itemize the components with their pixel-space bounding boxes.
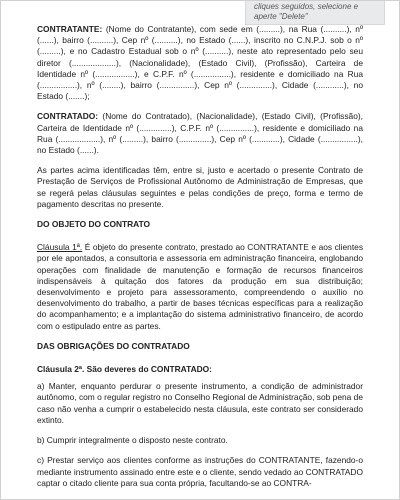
instruction-note — [245, 1, 385, 25]
contratante-label: CONTRATANTE: — [37, 24, 103, 34]
contratante-text: (Nome do Contratante), com sede em (.........), na Rua (..........), nº (......), bairro (..........), Cep nº (..........), no Estado (......), inscrito no C.N.P.J. sob o nº (.........), e no Cadastro Estadual sob o nº (..........), neste ato representado pelo seu diretor (...................), (Nacionalidade), (Estado Civil), (Profissão), Carteira de Identidade nº (.................), e C.P.F. nº (................), residente e domiciliado na Rua (................), nº (........), bairro (...............), Cep nº (..............), Cidade (............), no Estado (.......); — [37, 24, 363, 102]
clause-2-heading — [37, 364, 363, 375]
clause-1-text: É objeto do presente contrato, prestado ao CONTRATANTE e aos clientes por ele apontados, a consultoria e assessoria em administração financeira, englobando operações com finalidade de manutenção e formação de recursos financeiros indispensáveis à quitação dos fatores da produção em sua distribuição; desenvolvimento e projeto para assessoramento, compreendendo o auxílio no desenvolvimento do trabalho, a partir de bases técnicas específicas para a realização do acompanhamento; e a implantação do sistema administrativo financeiro, de acordo com o estipulado entre as partes. — [37, 242, 364, 331]
contratado-paragraph — [37, 111, 363, 156]
contract-body — [37, 24, 363, 498]
note-line-1: cliques seguidos, selecione e — [254, 2, 359, 11]
contratado-text: (Nome do Contratado), (Nacionalidade), (Estado Civil), (Profissão), Carteira de Identidade nº (..............), C.P.F. nº (...............), residente e domiciliado na Rua (..................), nº (.........), bairro (..............), Cep nº (............), Cidade (................), no Estado (......). — [37, 111, 363, 156]
clause-2-heading-text: Cláusula 2ª. São deveres do CONTRATADO: — [37, 364, 212, 375]
clause-2-item-c: c) Prestar serviço aos clientes conforme as instruções do CONTRATANTE, fazendo-o mediante instrumento assinado entre este e o cliente, sendo vedado ao CONTRATADO captar o citado cliente para sua conta própria, facultando-se ao CONTRA- — [37, 455, 363, 488]
intro-paragraph: As partes acima identificadas têm, entre si, justo e acertado o presente Contrato de Prestação de Serviços de Profissional Autônomo de Administração de Empresas, que se regerá pelas cláusulas seguintes e pelas condições de preço, forma e termo de pagamento descritas no presente. — [37, 165, 363, 209]
clause-2-item-b: b) Cumprir integralmente o disposto neste contrato. — [37, 435, 228, 446]
section-title-obrigacoes: DAS OBRIGAÇÕES DO CONTRATADO — [37, 340, 190, 351]
clause-1-label: Cláusula 1ª. — [37, 242, 83, 253]
contratante-paragraph — [37, 24, 363, 102]
clause-1-paragraph — [37, 242, 363, 332]
note-line-2: aperte "Delete" — [254, 12, 308, 21]
clause-2-item-a: a) Manter, enquanto perdurar o presente instrumento, a condição de administrador autônomo, com o regular registro no Conselho Regional de Administração, sob pena de caso não venha a cumprir o estabelecido nesta cláusula, este contrato ser considerado extinto. — [37, 381, 363, 425]
section-title-objeto: DO OBJETO DO CONTRATO — [37, 219, 151, 230]
contratado-label: CONTRATADO: — [37, 111, 99, 122]
